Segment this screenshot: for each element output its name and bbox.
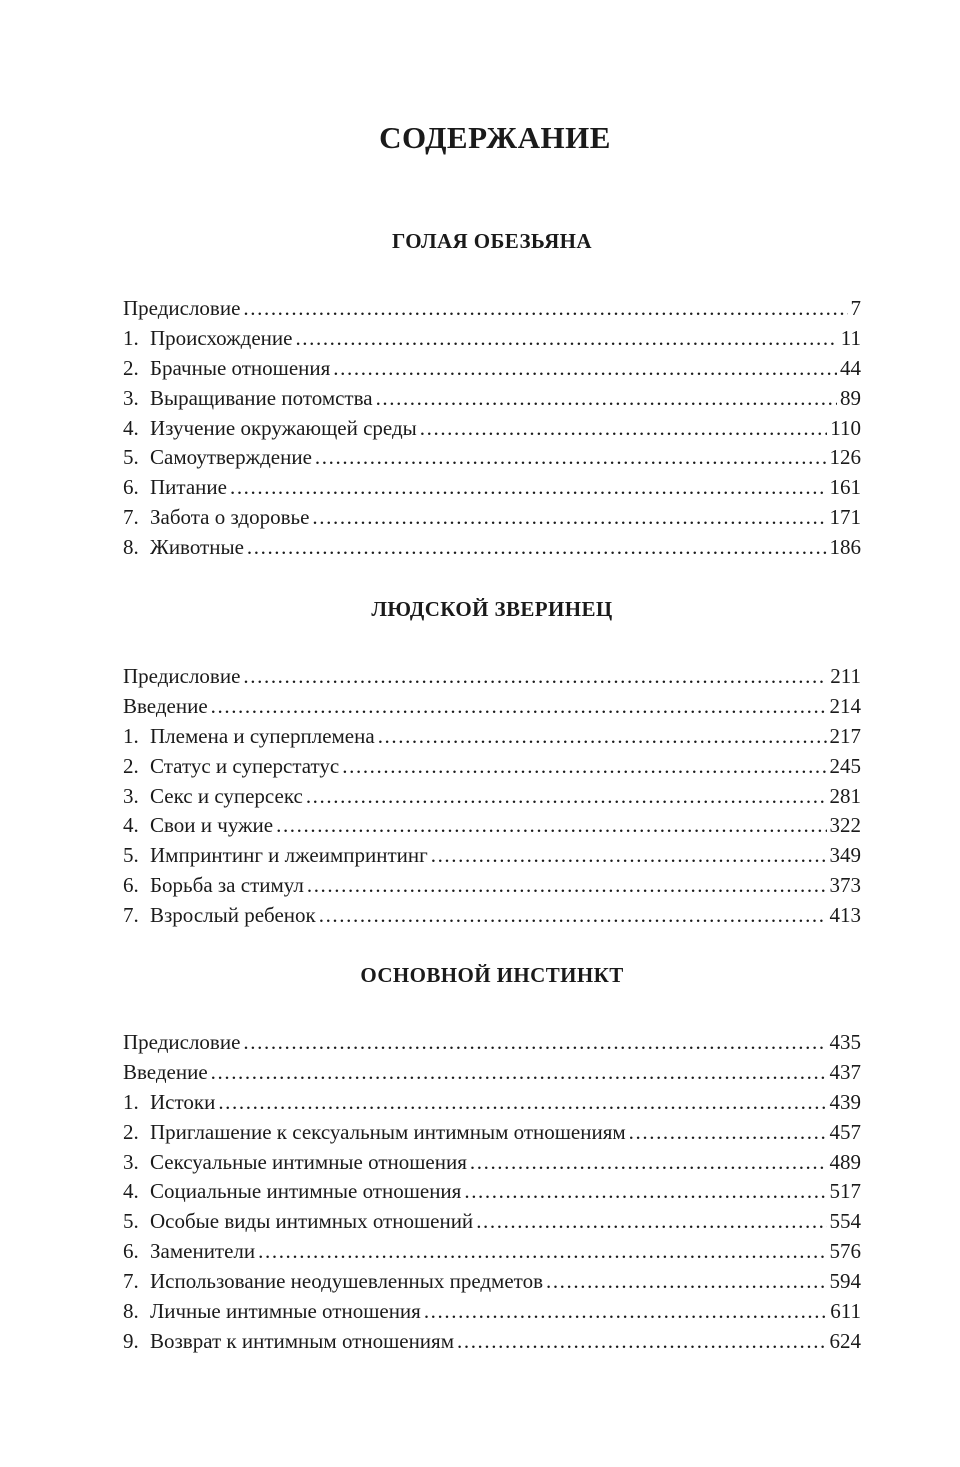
toc-entry[interactable] [123, 811, 861, 841]
entry-page-number: 161 [829, 475, 861, 500]
entry-number: 1. [123, 723, 139, 748]
toc-entry[interactable] [123, 414, 861, 444]
entry-number: 6. [123, 475, 139, 500]
dot-leader [312, 503, 826, 533]
entry-page-number: 554 [829, 1209, 861, 1234]
dot-leader [431, 841, 827, 871]
entry-label: Брачные отношения [150, 355, 331, 380]
entry-page-number: 44 [840, 355, 861, 380]
entry-page-number: 322 [829, 813, 861, 838]
entry-page-number: 349 [829, 843, 861, 868]
dot-leader [211, 1058, 827, 1088]
entry-label: Предисловие [123, 296, 241, 320]
toc-entry[interactable] [123, 1207, 861, 1237]
toc-section [123, 226, 861, 563]
section-heading: ОСНОВНОЙ ИНСТИНКТ [360, 963, 624, 987]
entry-number: 2. [123, 355, 139, 380]
entry-page-number: 457 [829, 1119, 861, 1144]
section-heading: ЛЮДСКОЙ ЗВЕРИНЕЦ [371, 597, 613, 621]
entry-page-number: 214 [829, 693, 861, 718]
toc-entry[interactable] [123, 662, 861, 692]
entry-number: 7. [123, 903, 139, 928]
dot-leader [315, 443, 827, 473]
dot-leader [230, 473, 827, 503]
entry-page-number: 186 [829, 535, 861, 560]
toc-section [123, 960, 861, 1357]
entry-page-number: 217 [829, 723, 861, 748]
entry-number: 3. [123, 385, 139, 410]
entry-number: 3. [123, 1149, 139, 1174]
toc-entry[interactable] [123, 443, 861, 473]
entry-page-number: 7 [850, 296, 861, 320]
toc-entry[interactable] [123, 1118, 861, 1148]
entry-page-number: 171 [829, 505, 861, 530]
entry-number: 5. [123, 843, 139, 868]
entry-label: Забота о здоровье [150, 505, 310, 530]
dot-leader [247, 533, 827, 563]
entry-number: 1. [123, 1089, 139, 1114]
entry-label: Питание [150, 475, 227, 500]
page-title: СОДЕРЖАНИЕ [379, 120, 611, 155]
entry-page-number: 89 [840, 385, 861, 410]
entry-number: 9. [123, 1328, 139, 1353]
toc-entry[interactable] [123, 1058, 861, 1088]
entry-label: Происхождение [150, 325, 293, 350]
toc-entry[interactable] [123, 294, 861, 324]
entry-label: Животные [150, 535, 244, 560]
entry-page-number: 245 [829, 753, 861, 778]
dot-leader [420, 414, 828, 444]
entry-number: 4. [123, 415, 139, 440]
dot-leader [546, 1267, 827, 1297]
entry-label: Использование неодушевленных предметов [150, 1269, 543, 1294]
dot-leader [243, 662, 827, 692]
entry-page-number: 211 [830, 664, 861, 688]
toc-entry[interactable] [123, 1267, 861, 1297]
entry-number: 7. [123, 505, 139, 530]
entry-page-number: 11 [840, 325, 861, 350]
toc-entries [123, 294, 861, 563]
entry-number: 3. [123, 783, 139, 808]
entry-label: Выращивание потомства [150, 385, 373, 410]
entry-label: Сексуальные интимные отношения [150, 1149, 467, 1174]
entry-label: Истоки [150, 1089, 216, 1114]
dot-leader [319, 901, 827, 931]
entry-number: 4. [123, 1179, 139, 1204]
entry-label: Приглашение к сексуальным интимным отношениям [150, 1119, 626, 1144]
dot-leader [376, 384, 837, 414]
entry-label: Самоутверждение [150, 445, 312, 470]
toc-entry[interactable] [123, 752, 861, 782]
entry-number: 6. [123, 1239, 139, 1264]
section-heading: ГОЛАЯ ОБЕЗЬЯНА [392, 229, 592, 253]
toc-entry[interactable] [123, 1148, 861, 1178]
entry-label: Социальные интимные отношения [150, 1179, 462, 1204]
entry-page-number: 126 [829, 445, 861, 470]
dot-leader [464, 1177, 826, 1207]
toc-entry[interactable] [123, 901, 861, 931]
dot-leader [258, 1237, 826, 1267]
dot-leader [218, 1088, 826, 1118]
dot-leader [211, 692, 827, 722]
entry-label: Секс и суперсекс [150, 783, 303, 808]
entry-label: Введение [123, 693, 208, 718]
toc-entry[interactable] [123, 503, 861, 533]
entry-label: Заменители [150, 1239, 256, 1264]
toc-entry[interactable] [123, 1327, 861, 1357]
entry-label: Особые виды интимных отношений [150, 1209, 474, 1234]
toc-entry[interactable] [123, 1297, 861, 1327]
entry-label: Статус и суперстатус [150, 753, 340, 778]
entry-label: Возврат к интимным отношениям [150, 1328, 454, 1353]
entry-number: 5. [123, 445, 139, 470]
dot-leader [276, 811, 826, 841]
toc-entry[interactable] [123, 384, 861, 414]
dot-leader [476, 1207, 826, 1237]
dot-leader [378, 722, 827, 752]
entry-number: 8. [123, 535, 139, 560]
entry-number: 2. [123, 1119, 139, 1144]
toc-section [123, 594, 861, 931]
entry-number: 5. [123, 1209, 139, 1234]
entry-number: 2. [123, 753, 139, 778]
entry-page-number: 624 [829, 1328, 861, 1353]
entry-number: 4. [123, 813, 139, 838]
entry-page-number: 489 [829, 1149, 861, 1174]
toc-entry[interactable] [123, 324, 861, 354]
toc-entry[interactable] [123, 533, 861, 563]
entry-number: 7. [123, 1269, 139, 1294]
dot-leader [470, 1148, 827, 1178]
entry-page-number: 611 [830, 1299, 861, 1324]
toc-entry[interactable] [123, 722, 861, 752]
entry-page-number: 439 [829, 1089, 861, 1114]
dot-leader [306, 782, 827, 812]
entry-number: 6. [123, 873, 139, 898]
entry-page-number: 413 [829, 903, 861, 928]
toc-entries [123, 1028, 861, 1357]
entry-page-number: 110 [830, 415, 861, 440]
dot-leader [629, 1118, 827, 1148]
entry-label: Борьба за стимул [150, 873, 304, 898]
toc-entry[interactable] [123, 841, 861, 871]
entry-label: Предисловие [123, 664, 241, 688]
entry-page-number: 437 [829, 1059, 861, 1084]
entry-label: Введение [123, 1059, 208, 1084]
dot-leader [243, 294, 847, 324]
dot-leader [307, 871, 827, 901]
entry-label: Взрослый ребенок [150, 903, 316, 928]
toc-entry[interactable] [123, 354, 861, 384]
entry-number: 8. [123, 1299, 139, 1324]
entry-label: Изучение окружающей среды [150, 415, 417, 440]
entry-page-number: 517 [829, 1179, 861, 1204]
toc-entry[interactable] [123, 473, 861, 503]
dot-leader [333, 354, 837, 384]
toc-entries [123, 662, 861, 931]
entry-label: Предисловие [123, 1030, 241, 1054]
toc-entry[interactable] [123, 782, 861, 812]
toc-entry[interactable] [123, 692, 861, 722]
entry-page-number: 435 [829, 1030, 861, 1054]
dot-leader [342, 752, 826, 782]
entry-label: Племена и суперплемена [150, 723, 375, 748]
dot-leader [457, 1327, 827, 1357]
entry-label: Свои и чужие [150, 813, 274, 838]
entry-label: Импринтинг и лжеимпринтинг [150, 843, 428, 868]
entry-page-number: 576 [829, 1239, 861, 1264]
dot-leader [243, 1028, 826, 1058]
dot-leader [295, 324, 837, 354]
entry-label: Личные интимные отношения [150, 1299, 421, 1324]
toc-entry[interactable] [123, 1088, 861, 1118]
entry-page-number: 373 [829, 873, 861, 898]
entry-number: 1. [123, 325, 139, 350]
toc-entry[interactable] [123, 1237, 861, 1267]
toc-entry[interactable] [123, 1028, 861, 1058]
toc-entry[interactable] [123, 1177, 861, 1207]
entry-page-number: 281 [829, 783, 861, 808]
entry-page-number: 594 [829, 1269, 861, 1294]
dot-leader [424, 1297, 827, 1327]
toc-entry[interactable] [123, 871, 861, 901]
